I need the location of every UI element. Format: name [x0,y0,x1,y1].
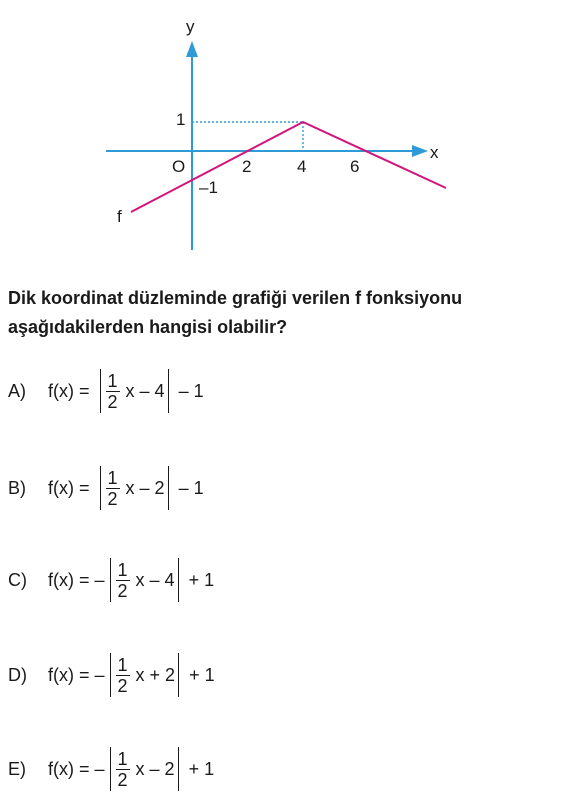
fraction-numerator: 1 [117,654,128,675]
y-tick-minus1: –1 [199,178,218,197]
option-b[interactable] [8,463,204,513]
option-d[interactable] [8,650,215,700]
option-b-tail: – 1 [173,477,204,498]
option-e-tail: + 1 [183,758,215,779]
y-tick-1: 1 [176,110,186,129]
option-e[interactable] [8,744,214,794]
option-a-letter: A) [8,380,26,401]
y-axis-label: y [186,17,195,36]
option-c-lhs: f(x) = – [48,569,105,590]
option-a-fraction [106,371,120,412]
fraction-denominator: 2 [117,580,128,601]
fraction-numerator: 1 [107,467,118,488]
option-e-fraction [116,749,130,790]
option-e-letter: E) [8,758,26,779]
fraction-denominator: 2 [107,488,118,509]
option-b-letter: B) [8,477,26,498]
option-d-letter: D) [8,664,27,685]
option-a-inner: x – 4 [125,380,165,401]
option-a-lhs: f(x) = [48,380,95,401]
origin-label: O [172,157,186,176]
option-c-fraction [116,560,130,601]
option-b-lhs: f(x) = [48,477,95,498]
fraction-denominator: 2 [117,769,128,790]
option-b-fraction [106,468,120,509]
fraction-denominator: 2 [107,391,118,412]
y-axis-arrow-icon [186,41,198,57]
option-c[interactable] [8,555,214,605]
function-f-label: f [117,207,122,226]
option-e-inner: x – 2 [135,758,175,779]
fraction-numerator: 1 [107,370,118,391]
option-d-fraction [116,655,130,696]
fraction-numerator: 1 [117,559,128,580]
x-tick-2: 2 [242,157,252,176]
x-tick-6: 6 [350,157,360,176]
option-c-tail: + 1 [183,569,215,590]
option-b-inner: x – 2 [125,477,165,498]
x-tick-4: 4 [297,157,307,176]
option-c-letter: C) [8,569,27,590]
fraction-denominator: 2 [117,675,128,696]
x-axis-arrow-icon [412,145,428,157]
option-d-tail: + 1 [184,664,215,685]
option-a[interactable] [8,366,204,416]
option-d-absolute-value [110,653,180,697]
option-a-absolute-value [100,369,169,413]
option-c-absolute-value [110,558,179,602]
option-d-inner: x + 2 [135,664,176,685]
option-d-lhs: f(x) = – [48,664,105,685]
option-b-absolute-value [100,466,169,510]
question-line-2: aşağıdakilerden hangisi olabilir? [8,317,288,337]
option-a-tail: – 1 [173,380,204,401]
function-graph [0,0,570,260]
option-e-absolute-value [110,747,179,791]
fraction-numerator: 1 [117,748,128,769]
option-e-lhs: f(x) = – [48,758,105,779]
question-line-1: Dik koordinat düzleminde grafiği verilen f fonksiyonu [8,288,463,308]
question-text [8,284,564,342]
option-c-inner: x – 4 [135,569,175,590]
x-axis-label: x [430,143,439,162]
